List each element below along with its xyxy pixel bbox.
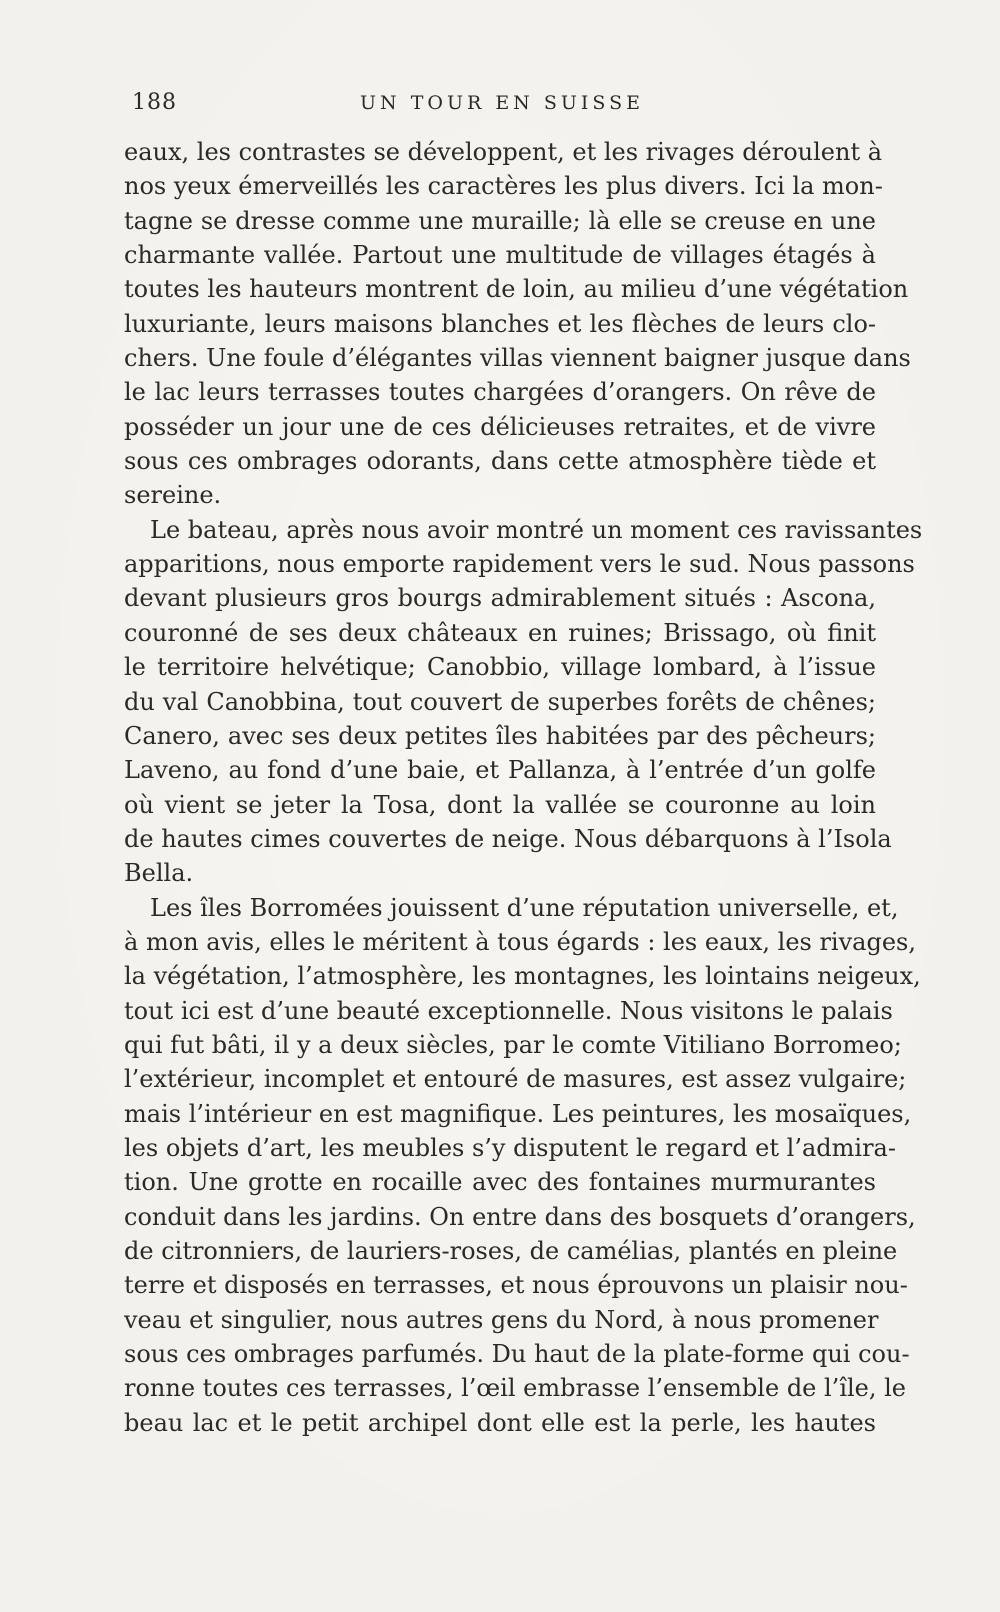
text-line: Les îles Borromées jouissent d’une réputation universelle, et, [150, 893, 899, 922]
text-line: charmante vallée. Partout une multitude de villages étagés à [124, 241, 876, 270]
page-number: 188 [132, 90, 177, 115]
text-line: eaux, les contrastes se développent, et les rivages déroulent à [124, 138, 883, 166]
text-line: l’extérieur, incomplet et entouré de masures, est assez vulgaire; [124, 1065, 907, 1094]
text-line: toutes les hauteurs montrent de loin, au milieu d’une végétation [124, 275, 909, 304]
text-line: conduit dans les jardins. On entre dans des bosquets d’orangers, [124, 1202, 916, 1231]
text-line: nos yeux émerveillés les caractères les plus divers. Ici la mon- [124, 172, 883, 201]
text-line: devant plusieurs gros bourgs admirablement situés : Ascona, [124, 584, 876, 613]
text-line: tout ici est d’une beauté exceptionnelle. Nous visitons le palais [124, 996, 893, 1025]
text-line: où vient se jeter la Tosa, dont la vallée se couronne au loin [124, 790, 876, 819]
text-line: la végétation, l’atmosphère, les montagnes, les lointains neigeux, [124, 962, 921, 991]
text-line: terre et disposés en terrasses, et nous éprouvons un plaisir nou- [124, 1271, 908, 1300]
text-line: les objets d’art, les meubles s’y disputent le regard et l’admira- [124, 1133, 896, 1162]
body-text [124, 135, 923, 1440]
text-line: à mon avis, elles le méritent à tous égards : les eaux, les rivages, [124, 927, 916, 956]
page-header [132, 90, 872, 120]
text-line: ronne toutes ces terrasses, l’œil embrasse l’ensemble de l’île, le [124, 1374, 907, 1403]
text-line: chers. Une foule d’élégantes villas viennent baigner jusque dans [124, 344, 911, 373]
text-line: du val Canobbina, tout couvert de superbes forêts de chênes; [124, 687, 876, 716]
text-line: posséder un jour une de ces délicieuses retraites, et de vivre [124, 412, 876, 441]
text-line: luxuriante, leurs maisons blanches et les flèches de leurs clo- [124, 309, 876, 338]
text-line: qui fut bâti, il y a deux siècles, par le comte Vitiliano Borromeo; [124, 1030, 902, 1059]
text-line: de citronniers, de lauriers-roses, de camélias, plantés en pleine [124, 1237, 898, 1265]
text-line: Laveno, au fond d’une baie, et Pallanza, à l’entrée d’un golfe [124, 756, 876, 785]
text-line: couronné de ses deux châteaux en ruines; Brissago, où finit [124, 618, 876, 647]
text-line: Le bateau, après nous avoir montré un moment ces ravissantes [150, 515, 923, 544]
text-line: beau lac et le petit archipel dont elle est la perle, les hautes [124, 1408, 876, 1437]
text-line: Canero, avec ses deux petites îles habitées par des pêcheurs; [124, 721, 876, 750]
text-line: Bella. [124, 859, 194, 888]
text-line: apparitions, nous emporte rapidement vers le sud. Nous passons [124, 550, 915, 579]
text-line: tion. Une grotte en rocaille avec des fontaines murmurantes [124, 1168, 876, 1197]
text-line: tagne se dresse comme une muraille; là elle se creuse en une [124, 206, 876, 235]
text-line: le territoire helvétique; Canobbio, village lombard, à l’issue [124, 653, 876, 682]
text-line: sous ces ombrages odorants, dans cette atmosphère tiède et [124, 447, 876, 476]
text-line: veau et singulier, nous autres gens du Nord, à nous promener [124, 1305, 879, 1334]
text-line: sous ces ombrages parfumés. Du haut de la plate-forme qui cou- [124, 1340, 910, 1369]
text-line: mais l’intérieur en est magnifique. Les peintures, les mosaïques, [124, 1099, 912, 1128]
text-line: le lac leurs terrasses toutes chargées d’orangers. On rêve de [124, 378, 876, 407]
text-line: de hautes cimes couvertes de neige. Nous débarquons à l’Isola [124, 824, 892, 853]
running-title: UN TOUR EN SUISSE [360, 92, 644, 114]
text-line: sereine. [124, 481, 222, 510]
